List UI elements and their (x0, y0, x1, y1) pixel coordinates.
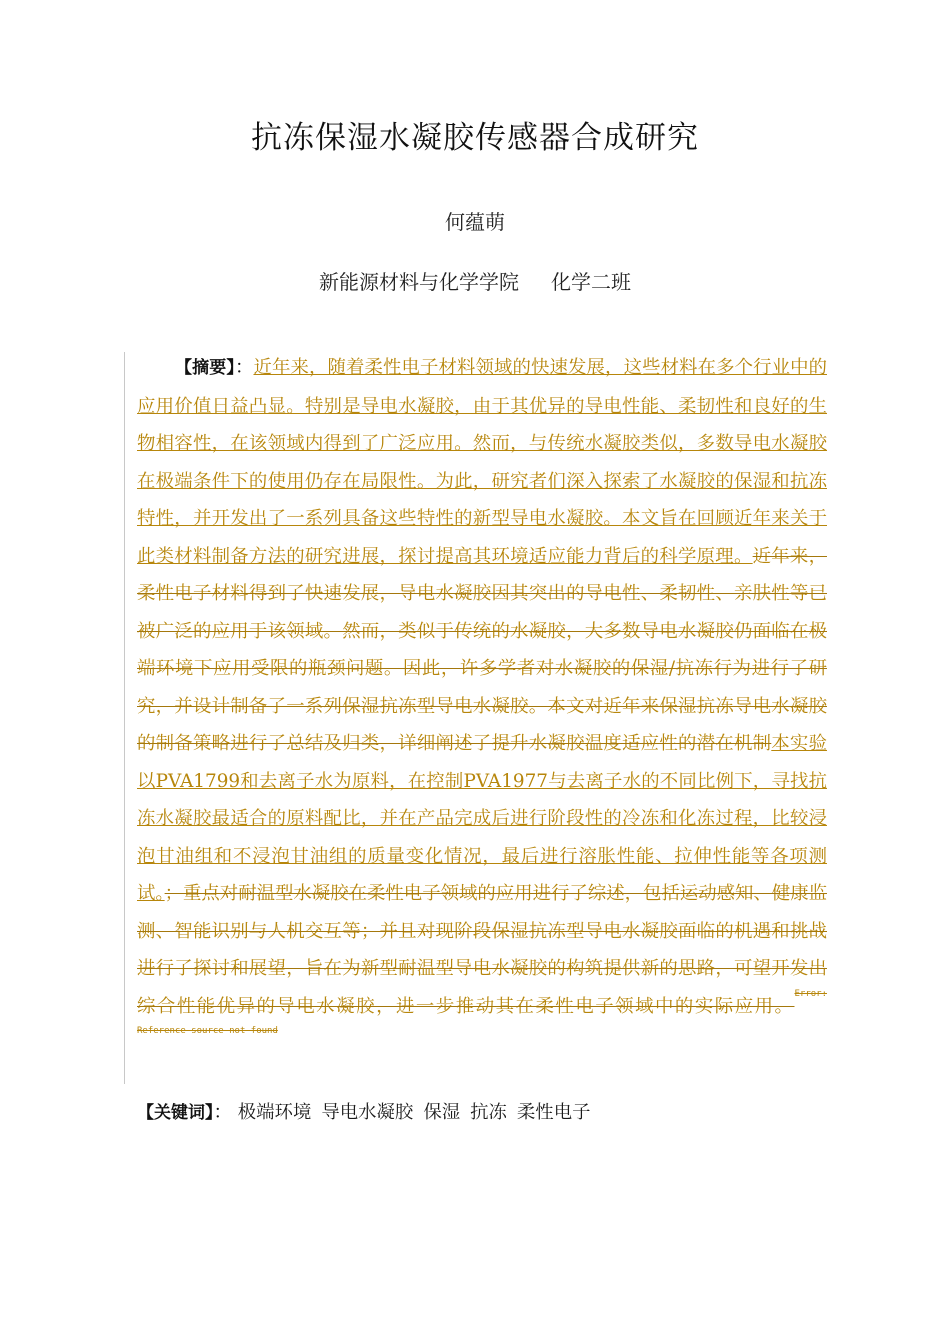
keyword-item: 柔性电子 (516, 1102, 591, 1123)
tracked-deletion-1: 近年来，柔性电子材料得到了快速发展，导电水凝胶因其突出的导电性、柔韧性、亲肤性等已被广泛的应用于该领域。然而，类似于传统的水凝胶，大多数导电水凝胶仍面临在极端环境下应用受限的瓶颈问题。因此，许多学者对水凝胶的保湿/抗冻行为进行了研究，并设计制备了一系列保湿抗冻型导电水凝胶。本文对近年来保湿抗冻导电水凝胶的制备策略进行了总结及归类，详细阐述了提升水凝胶温度适应性的潜在机制 (137, 545, 827, 754)
affiliation-class: 化学二班 (551, 270, 631, 294)
keywords-line (137, 1098, 837, 1128)
abstract-separator: ： (234, 357, 254, 378)
tracked-deletion-2: ；重点对耐温型水凝胶在柔性电子领域的应用进行了综述，包括运动感知、健康监测、智能识别与人机交互等；并且对现阶段保湿抗冻型导电水凝胶面临的机遇和挑战进行了探讨和展望，旨在为新型耐温型导电水凝胶的构筑提供新的思路，可望开发出综合性能优异的导电水凝胶，进一步推动其在柔性电子领域中的实际应用。 (137, 883, 827, 1017)
keyword-item: 保湿 (423, 1102, 461, 1123)
abstract-label: 【摘要】 (175, 358, 235, 378)
abstract-paragraph (137, 349, 827, 1063)
keywords-separator: ： (213, 1102, 232, 1123)
tracked-insertion-1: 近年来，随着柔性电子材料领域的快速发展，这些材料在多个行业中的应用价值日益凸显。特别是导电水凝胶，由于其优异的导电性能、柔韧性和良好的生物相容性，在该领域内得到了广泛应用。然而，与传统水凝胶类似，多数导电水凝胶在极端条件下的使用仍存在局限性。为此，研究者们深入探索了水凝胶的保湿和抗冻特性，并开发出了一系列具备这些特性的新型导电水凝胶。本文旨在回顾近年来关于此类材料制备方法的研究进展，探讨提高其环境适应能力背后的科学原理。 (137, 357, 827, 567)
keyword-item: 抗冻 (470, 1102, 507, 1123)
keyword-item: 导电水凝胶 (321, 1102, 414, 1123)
keywords-label: 【关键词】 (137, 1103, 214, 1123)
tracked-insertion-2: 本实验以PVA1799和去离子水为原料，在控制PVA1977与去离子水的不同比例下，寻找抗冻水凝胶最适合的原料配比，并在产品完成后进行阶段性的冷冻和化冻过程，比较浸泡甘油组和不浸泡甘油组的质量变化情况，最后进行溶胀性能、拉伸性能等各项测试。 (137, 733, 827, 904)
paper-title: 抗冻保湿水凝胶传感器合成研究 (251, 120, 699, 156)
affiliation-school: 新能源材料与化学学院 (319, 270, 519, 294)
keyword-item: 极端环境 (237, 1102, 312, 1123)
reference-error-field: Error: Reference source not found (137, 988, 827, 1036)
affiliation-line (0, 266, 950, 295)
revision-change-bar (124, 352, 125, 1084)
author-name: 何蕴萌 (445, 210, 505, 234)
